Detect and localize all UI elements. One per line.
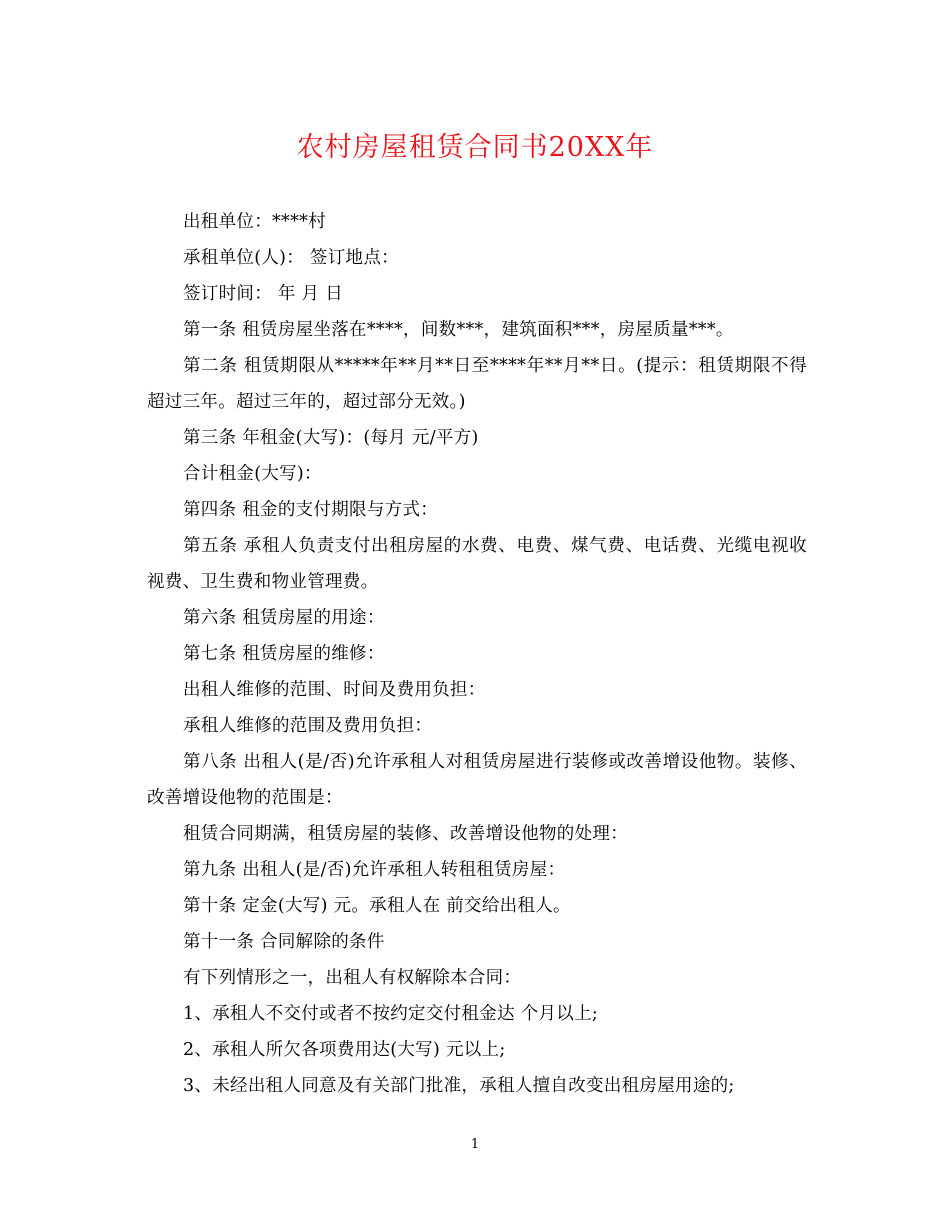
- paragraph: 第九条 出租人(是/否)允许承租人转租租赁房屋：: [183, 860, 566, 880]
- paragraph: 有下列情形之一，出租人有权解除本合同：: [183, 968, 522, 988]
- paragraph: 出租人维修的范围、时间及费用负担：: [183, 680, 486, 700]
- paragraph: 第七条 租赁房屋的维修：: [183, 644, 385, 664]
- paragraph: 合计租金(大写)：: [183, 464, 322, 484]
- paragraph: 签订时间： 年 月 日: [183, 284, 343, 304]
- paragraph: 第六条 租赁房屋的用途：: [183, 608, 385, 628]
- paragraph: 第一条 租赁房屋坐落在****，间数***，建筑面积***，房屋质量***。: [183, 320, 734, 340]
- paragraph: 第五条 承租人负责支付出租房屋的水费、电费、煤气费、电话费、光缆电视收视费、卫生费和物业管理费。: [147, 536, 807, 592]
- paragraph: 承租人维修的范围及费用负担：: [183, 716, 433, 736]
- paragraph: 3、未经出租人同意及有关部门批准，承租人擅自改变出租房屋用途的;: [183, 1076, 735, 1096]
- paragraph: 2、承租人所欠各项费用达(大写) 元以上;: [183, 1040, 506, 1060]
- paragraph: 第八条 出租人(是/否)允许承租人对租赁房屋进行装修或改善增设他物。装修、改善增设他物的范围是：: [147, 752, 807, 808]
- paragraph: 第三条 年租金(大写)：(每月 元/平方): [183, 428, 479, 448]
- paragraph: 承租单位(人)： 签订地点：: [183, 248, 399, 268]
- document-title: 农村房屋租赁合同书20XX年: [296, 132, 654, 163]
- paragraph: 出租单位：****村: [183, 212, 326, 232]
- paragraph: 第四条 租金的支付期限与方式：: [183, 500, 439, 520]
- paragraph: 1、承租人不交付或者不按约定交付租金达 个月以上;: [183, 1004, 599, 1024]
- document-body: [147, 204, 807, 1104]
- page-number: 1: [470, 1137, 480, 1152]
- paragraph: 第十条 定金(大写) 元。承租人在 前交给出租人。: [183, 896, 571, 916]
- paragraph: 第十一条 合同解除的条件: [183, 932, 385, 952]
- paragraph: 租赁合同期满，租赁房屋的装修、改善增设他物的处理：: [183, 824, 628, 844]
- paragraph: 第二条 租赁期限从*****年**月**日至****年**月**日。(提示：租赁期限不得超过三年。超过三年的，超过部分无效。): [147, 356, 807, 412]
